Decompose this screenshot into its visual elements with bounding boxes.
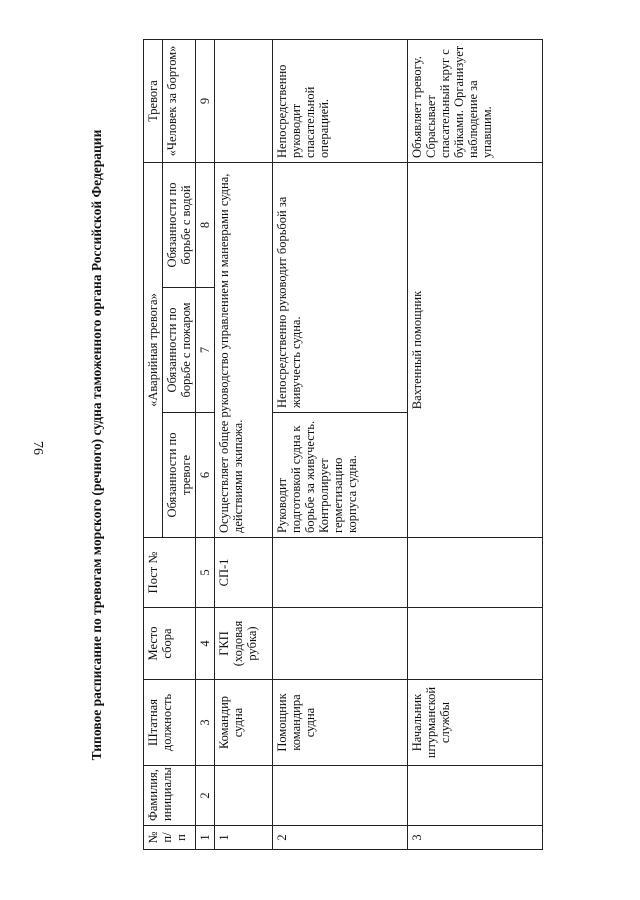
table-row — [408, 40, 543, 850]
header-duties-alarm: Обязанности по тревоге — [163, 413, 196, 538]
column-number-row — [196, 40, 215, 850]
header-man-overboard: «Человек за бортом» — [163, 40, 196, 163]
rotated-content — [85, 40, 640, 850]
header-num: № п/п — [144, 826, 196, 850]
row-name — [408, 766, 543, 826]
row-position: Начальник штурманской службы — [408, 680, 543, 766]
row-name — [215, 766, 273, 826]
column-number: 6 — [196, 413, 215, 538]
header-duties-fire: Обязанности по борьбе с пожаром — [163, 288, 196, 413]
table-row — [273, 40, 408, 850]
row-position: Помощник командира судна — [273, 680, 408, 766]
header-alarm: Тревога — [144, 40, 163, 163]
page-number: 76 — [30, 441, 45, 455]
row-name — [273, 766, 408, 826]
table-row — [215, 40, 273, 850]
row-num: 3 — [408, 826, 543, 850]
row-duties-fire-water: Непосредственно руководит борьбой за живучесть судна. — [273, 163, 408, 413]
row-man-overboard: Объявляет тревогу. Сбрасывает спасательный круг с буйками. Организует наблюдение за упавшим. — [408, 40, 543, 163]
row-num: 2 — [273, 826, 408, 850]
column-number: 5 — [196, 538, 215, 608]
column-number: 3 — [196, 680, 215, 766]
column-number: 8 — [196, 163, 215, 288]
row-duties: Вахтенный помощник — [408, 163, 543, 538]
header-emergency: «Аварийная тревога» — [144, 163, 163, 538]
row-duties: Осуществляет общее руководство управлением и маневрами судна, действиями экипажа. — [215, 163, 273, 538]
row-position: Командир судна — [215, 680, 273, 766]
row-post: СП-1 — [215, 538, 273, 608]
row-post — [408, 538, 543, 608]
header-duties-water: Обязанности по борьбе с водой — [163, 163, 196, 288]
row-num: 1 — [215, 826, 273, 850]
header-muster: Место сбора — [144, 608, 196, 680]
header-row-1 — [144, 40, 163, 850]
header-post: Пост № — [144, 538, 196, 608]
row-man-overboard: Непосредственно руководит спасательной операцией. — [273, 40, 408, 163]
column-number: 4 — [196, 608, 215, 680]
document-title: Типовое расписание по тревогам морского (речного) судна таможенного органа Российской Федерации — [89, 129, 104, 761]
row-muster — [273, 608, 408, 680]
alarm-schedule-table — [143, 39, 543, 850]
header-position: Штатная должность — [144, 680, 196, 766]
column-number: 2 — [196, 766, 215, 826]
row-muster — [408, 608, 543, 680]
row-man-overboard — [215, 40, 273, 163]
row-duties-alarm: Руководит подготовкой судна к борьбе за живучесть. Контролирует герметизацию корпуса судна. — [273, 413, 408, 538]
column-number: 1 — [196, 826, 215, 850]
row-muster: ГКП (ходовая рубка) — [215, 608, 273, 680]
row-post — [273, 538, 408, 608]
column-number: 9 — [196, 40, 215, 163]
column-number: 7 — [196, 288, 215, 413]
header-name: Фамилия, инициалы — [144, 766, 196, 826]
